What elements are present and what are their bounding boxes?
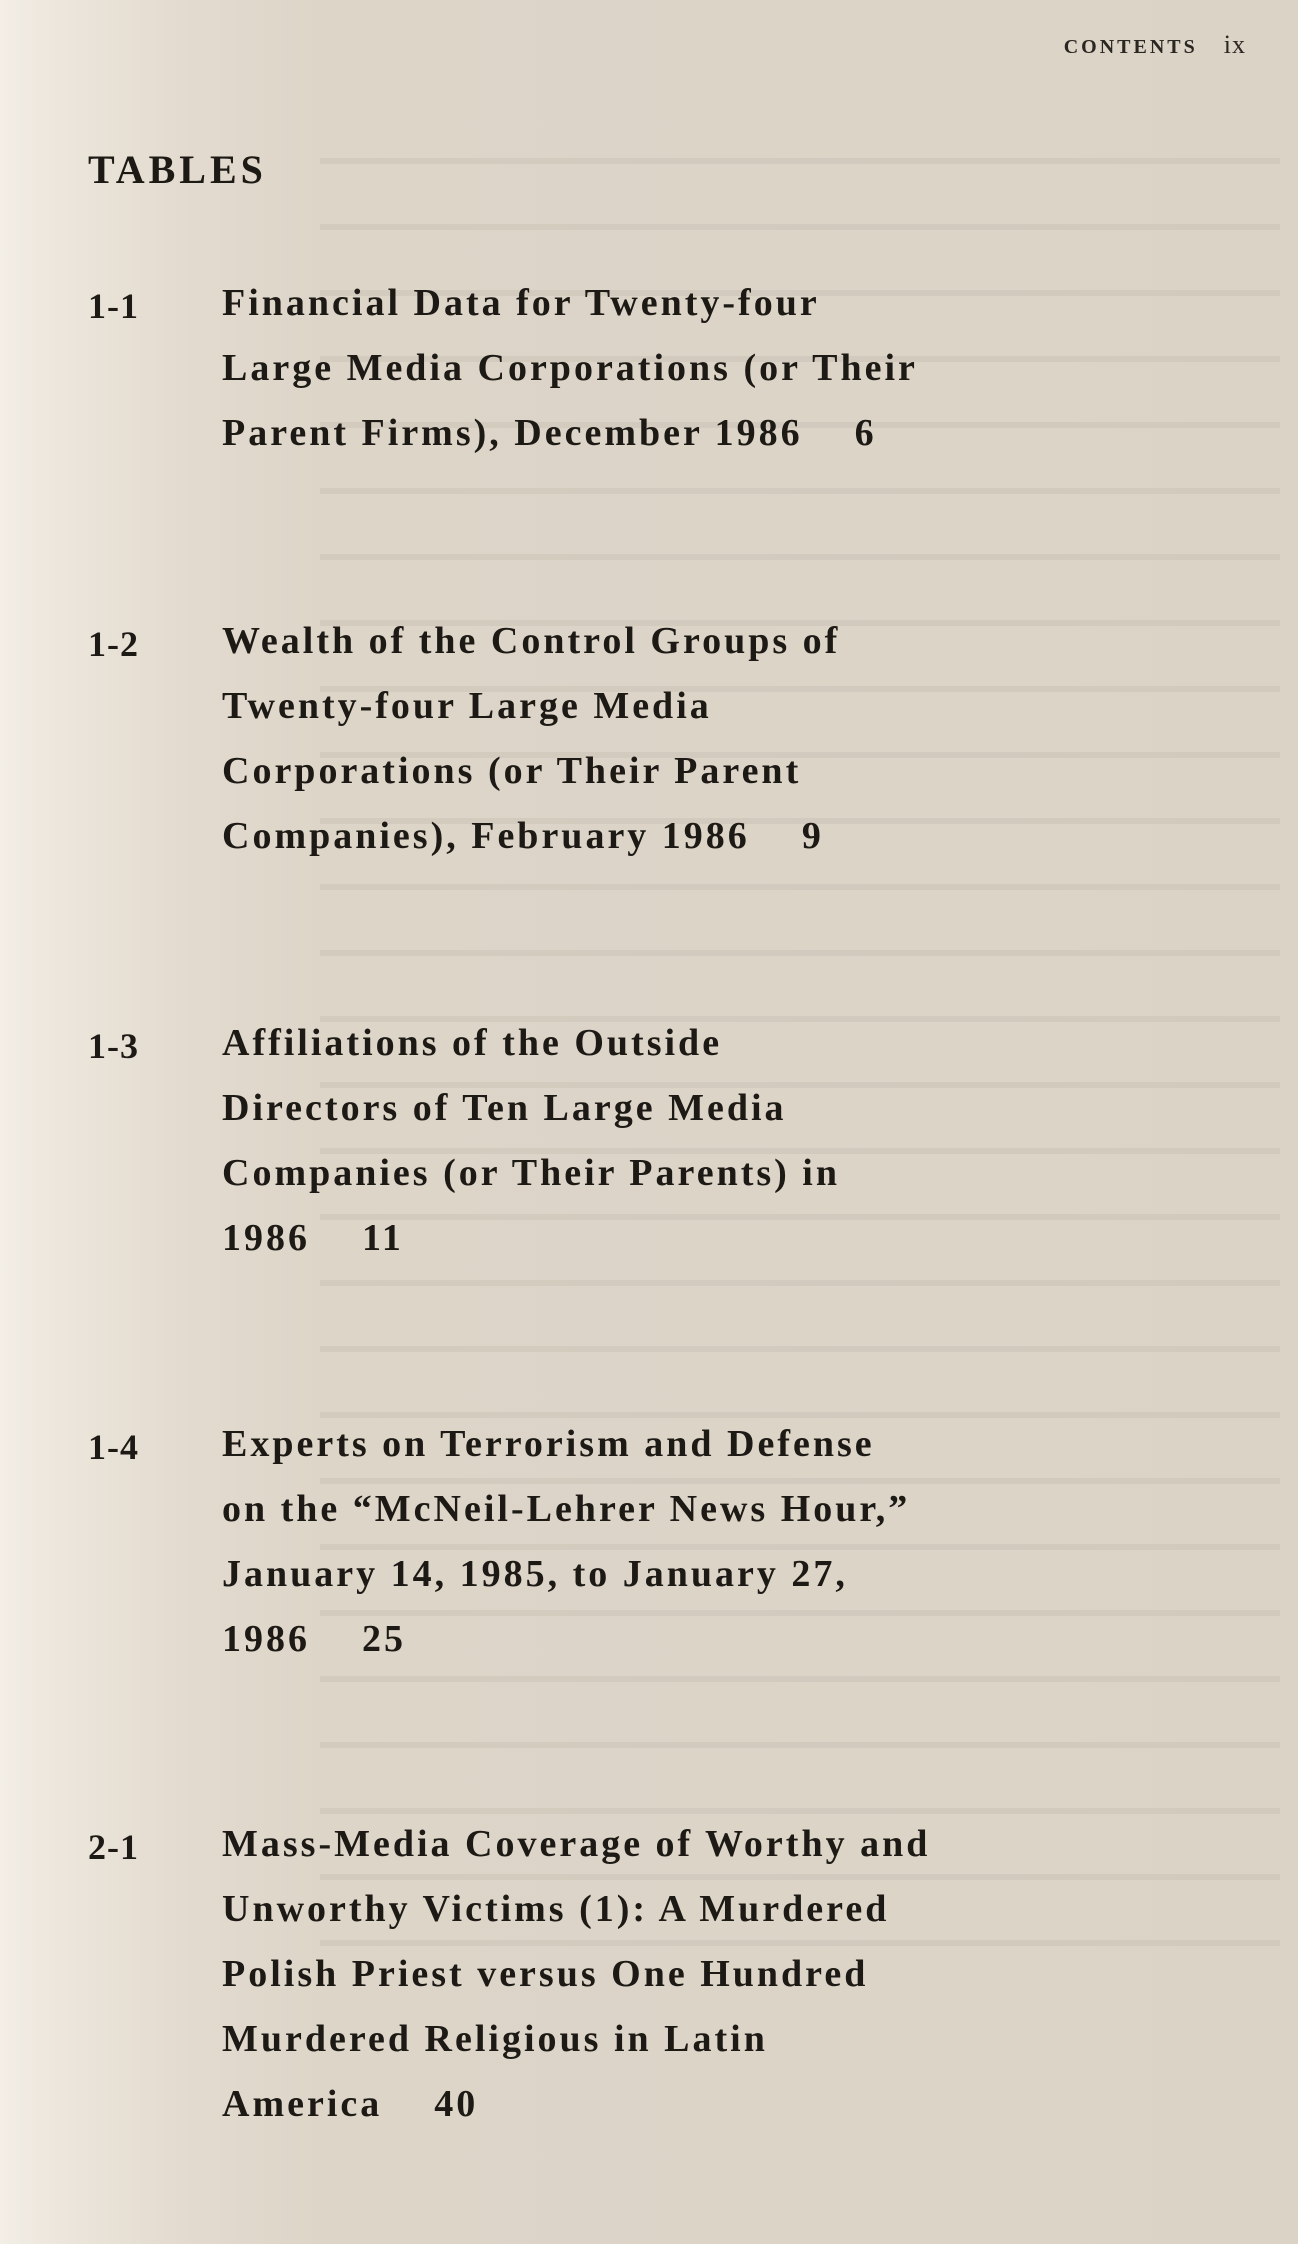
title-line: Polish Priest versus One Hundred — [222, 1953, 869, 1995]
table-title — [222, 609, 1152, 869]
title-line — [222, 2072, 1152, 2137]
entry-page-number: 25 — [362, 1618, 406, 1660]
title-line: Large Media Corporations (or Their — [222, 347, 918, 389]
table-number: 1-3 — [88, 1026, 139, 1066]
title-line: Unworthy Victims (1): A Murdered — [222, 1888, 890, 1930]
entry-page-number: 11 — [362, 1217, 404, 1259]
title-line: Murdered Religious in Latin — [222, 2018, 768, 2060]
entry-page-number: 9 — [801, 815, 824, 857]
title-line: Financial Data for Twenty-four — [222, 282, 820, 324]
table-title — [222, 1812, 1152, 2137]
table-number: 1-2 — [88, 624, 139, 664]
entry-page-number: 6 — [854, 412, 877, 454]
title-line: Corporations (or Their Parent — [222, 750, 802, 792]
title-line: Wealth of the Control Groups of — [222, 620, 841, 662]
title-line: on the “McNeil-Lehrer News Hour,” — [222, 1488, 911, 1530]
title-line-text: America — [222, 2083, 383, 2125]
title-line — [222, 401, 1152, 466]
title-line: Companies (or Their Parents) in — [222, 1152, 840, 1194]
table-number: 1-4 — [88, 1427, 139, 1467]
title-line — [222, 1607, 1152, 1672]
table-title — [222, 1412, 1152, 1672]
title-line — [222, 804, 1152, 869]
title-line: Experts on Terrorism and Defense — [222, 1423, 875, 1465]
section-title: TABLES — [88, 147, 267, 192]
running-head-title: CONTENTS — [1063, 36, 1198, 58]
title-line-text: Companies), February 1986 — [222, 815, 750, 857]
title-line-text: 1986 — [222, 1217, 310, 1259]
page-number: ix — [1223, 30, 1246, 59]
title-line: Directors of Ten Large Media — [222, 1087, 787, 1129]
table-number: 2-1 — [88, 1827, 139, 1867]
table-number: 1-1 — [88, 286, 139, 326]
running-head — [1064, 30, 1246, 60]
title-line: January 14, 1985, to January 27, — [222, 1553, 848, 1595]
title-line: Mass-Media Coverage of Worthy and — [222, 1823, 931, 1865]
entry-page-number: 40 — [434, 2083, 479, 2125]
title-line: Twenty-four Large Media — [222, 685, 712, 727]
title-line — [222, 1206, 1152, 1271]
title-line-text: 1986 — [222, 1618, 310, 1660]
table-title — [222, 1011, 1152, 1271]
table-title — [222, 271, 1152, 466]
title-line-text: Parent Firms), December 1986 — [222, 412, 803, 454]
title-line: Affiliations of the Outside — [222, 1022, 723, 1064]
